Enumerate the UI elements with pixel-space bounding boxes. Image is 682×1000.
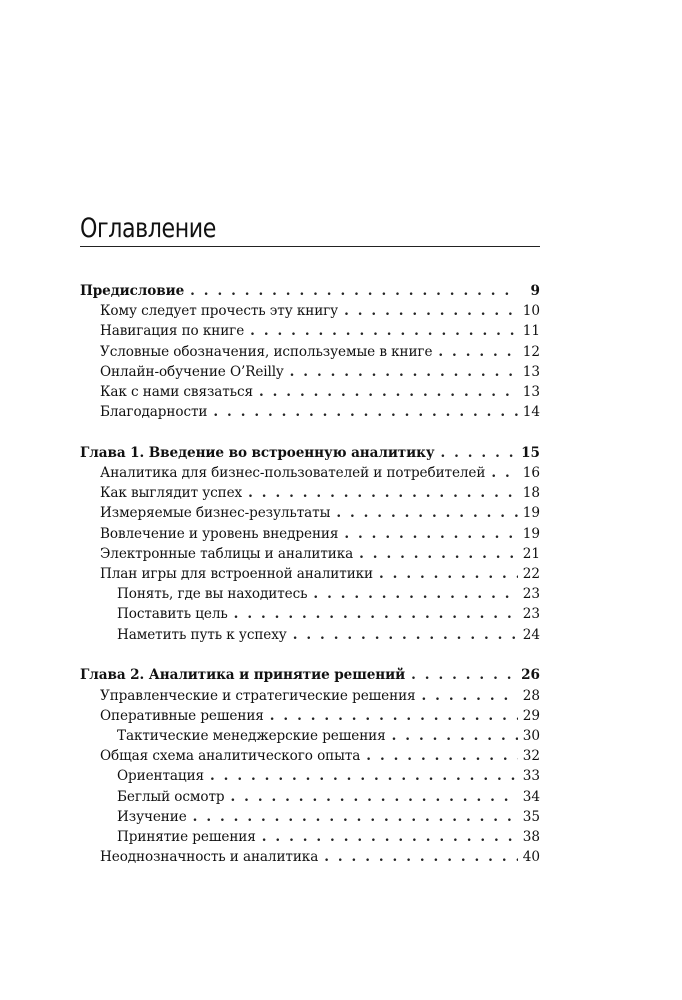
toc-entry[interactable] [80,364,540,384]
toc-entry[interactable] [80,283,540,303]
toc-entry-page: 14 [522,404,540,421]
toc-entry-title: Общая схема аналитического опыта [100,748,361,765]
dot-leader [324,849,518,865]
toc-entry-page: 9 [530,283,540,299]
toc-entry[interactable] [80,384,540,404]
dot-leader [230,789,518,805]
toc-list [80,283,540,869]
toc-entry[interactable] [80,667,540,687]
toc-entry[interactable] [80,809,540,829]
toc-entry-page: 16 [522,465,540,482]
toc-entry[interactable] [80,485,540,505]
toc-entry-page: 21 [522,545,540,562]
toc-entry-page: 35 [522,808,540,825]
toc-entry-title: Беглый осмотр [117,788,225,805]
dot-leader [193,809,518,825]
toc-entry-page: 38 [522,828,540,845]
dot-leader [213,404,518,420]
toc-entry-title: Изучение [117,808,187,825]
toc-entry-page: 29 [522,707,540,724]
toc-entry[interactable] [80,768,540,788]
toc-entry-title: Вовлечение и уровень внедрения [100,525,339,542]
toc-entry[interactable] [80,566,540,586]
toc-entry-title: Глава 2. Аналитика и принятие решений [80,667,406,684]
toc-entry-title: Тактические менеджерские решения [117,727,386,744]
toc-entry-title: Принятие решения [117,828,256,845]
dot-leader [491,465,518,481]
toc-entry-title: Как выглядит успех [100,485,243,502]
dot-leader [440,445,517,461]
toc-entry-page: 34 [522,788,540,805]
toc-entry-title: Глава 1. Введение во встроенную аналитику [80,444,435,461]
toc-entry[interactable] [80,586,540,606]
toc-entry-page: 22 [522,566,540,583]
toc-entry-title: План игры для встроенной аналитики [100,566,374,583]
toc-entry-page: 40 [522,849,540,866]
dot-leader [234,606,518,622]
dot-leader [248,485,518,501]
dot-leader [259,384,518,400]
toc-entry-page: 13 [522,363,540,380]
toc-entry[interactable] [80,688,540,708]
toc-entry-page: 19 [522,505,540,522]
dot-leader [270,708,518,724]
toc-entry[interactable] [80,303,540,323]
toc-entry[interactable] [80,789,540,809]
dot-leader [344,526,518,542]
toc-entry[interactable] [80,546,540,566]
toc-entry-title: Предисловие [80,283,185,299]
toc-entry-page: 10 [522,303,540,320]
dot-leader [336,505,518,521]
toc-entry[interactable] [80,606,540,626]
dot-leader [262,829,518,845]
toc-entry-title: Управленческие и стратегические решения [100,687,416,704]
toc-entry-page: 13 [522,383,540,400]
toc-entry-title: Аналитика для бизнес-пользователей и потребителей [100,465,486,482]
toc-entry-page: 24 [522,626,540,643]
toc-entry[interactable] [80,505,540,525]
toc-entry-title: Неоднозначность и аналитика [100,849,319,866]
toc-entry-page: 23 [522,586,540,603]
toc-entry-page: 12 [522,343,540,360]
dot-leader [359,546,518,562]
toc-entry[interactable] [80,445,540,465]
toc-entry-page: 23 [522,606,540,623]
dot-leader [379,566,518,582]
toc-entry[interactable] [80,323,540,343]
toc-entry-page: 26 [521,667,540,684]
toc-entry[interactable] [80,404,540,424]
toc-entry-page: 15 [521,444,540,461]
title-divider [80,246,540,247]
dot-leader [293,627,518,643]
toc-entry-title: Электронные таблицы и аналитика [100,545,354,562]
toc-entry-page: 33 [522,768,540,785]
toc-entry[interactable] [80,849,540,869]
toc-entry-page: 18 [522,485,540,502]
dot-leader [411,667,517,683]
toc-entry-page: 32 [522,748,540,765]
toc-entry-title: Как с нами связаться [100,383,253,400]
dot-leader [438,344,518,360]
dot-leader [250,323,518,339]
toc-entry[interactable] [80,728,540,748]
toc-entry-title: Измеряемые бизнес-результаты [100,505,331,522]
dot-leader [366,748,518,764]
dot-leader [190,283,518,299]
dot-leader [313,586,518,602]
toc-entry-page: 30 [522,727,540,744]
toc-entry[interactable] [80,748,540,768]
toc-entry[interactable] [80,344,540,364]
toc-entry[interactable] [80,526,540,546]
toc-entry-title: Ориентация [117,768,205,785]
toc-entry-title: Наметить путь к успеху [117,626,287,643]
toc-entry-title: Оперативные решения [100,707,264,724]
dot-leader [392,728,518,744]
toc-entry[interactable] [80,829,540,849]
toc-entry-title: Кому следует прочесть эту книгу [100,303,339,320]
toc-entry-title: Онлайн-обучение O’Reilly [100,363,284,380]
toc-entry-page: 28 [522,687,540,704]
dot-leader [422,688,518,704]
toc-entry-title: Понять, где вы находитесь [117,586,308,603]
toc-entry-title: Навигация по книге [100,323,245,340]
dot-leader [290,364,518,380]
toc-entry-title: Поставить цель [117,606,228,623]
toc-entry[interactable] [80,627,540,647]
page-title: Оглавление [80,213,216,244]
dot-leader [210,768,518,784]
toc-entry-title: Условные обозначения, используемые в книге [100,343,433,360]
toc-entry-page: 19 [522,525,540,542]
toc-entry-title: Благодарности [100,404,208,421]
toc-entry[interactable] [80,708,540,728]
toc-entry-page: 11 [522,323,540,340]
toc-entry[interactable] [80,465,540,485]
dot-leader [344,303,518,319]
